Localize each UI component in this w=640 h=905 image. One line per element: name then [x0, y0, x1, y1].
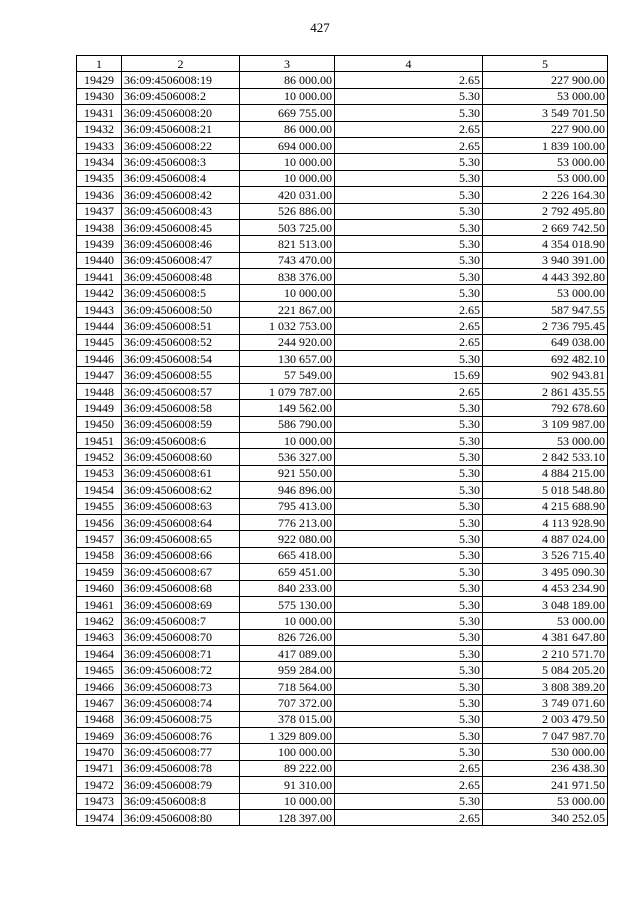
data-table	[76, 55, 608, 826]
table-cell-col3: 244 920.00	[240, 334, 335, 350]
table-cell-col2: 36:09:4506008:8	[122, 793, 240, 809]
table-cell-col4: 2.65	[335, 72, 483, 88]
table-row	[77, 121, 608, 137]
table-cell-col3: 694 000.00	[240, 137, 335, 153]
table-cell-col2: 36:09:4506008:3	[122, 154, 240, 170]
table-cell-col2: 36:09:4506008:7	[122, 613, 240, 629]
table-cell-col3: 586 790.00	[240, 416, 335, 432]
table-cell-col3: 718 564.00	[240, 678, 335, 694]
table-cell-col2: 36:09:4506008:45	[122, 219, 240, 235]
table-cell-col2: 36:09:4506008:70	[122, 629, 240, 645]
table-cell-col4: 5.30	[335, 187, 483, 203]
table-cell-col2: 36:09:4506008:5	[122, 285, 240, 301]
table-row	[77, 88, 608, 104]
table-row	[77, 777, 608, 793]
table-cell-col3: 100 000.00	[240, 744, 335, 760]
table-cell-col4: 5.30	[335, 105, 483, 121]
table-cell-col1: 19438	[77, 219, 122, 235]
table-row	[77, 301, 608, 317]
table-row	[77, 498, 608, 514]
table-row	[77, 269, 608, 285]
table-cell-col4: 5.30	[335, 154, 483, 170]
table-cell-col2: 36:09:4506008:19	[122, 72, 240, 88]
table-cell-col5: 5 084 205.20	[483, 662, 608, 678]
table-row	[77, 564, 608, 580]
table-cell-col1: 19451	[77, 432, 122, 448]
table-cell-col3: 10 000.00	[240, 88, 335, 104]
table-cell-col2: 36:09:4506008:73	[122, 678, 240, 694]
table-row	[77, 613, 608, 629]
table-row	[77, 187, 608, 203]
table-cell-col5: 4 381 647.80	[483, 629, 608, 645]
table-cell-col2: 36:09:4506008:55	[122, 367, 240, 383]
table-row	[77, 449, 608, 465]
table-cell-col3: 86 000.00	[240, 121, 335, 137]
table-cell-col2: 36:09:4506008:57	[122, 383, 240, 399]
table-cell-col4: 2.65	[335, 137, 483, 153]
table-cell-col1: 19461	[77, 596, 122, 612]
table-cell-col5: 587 947.55	[483, 301, 608, 317]
table-cell-col5: 53 000.00	[483, 154, 608, 170]
table-cell-col1: 19459	[77, 564, 122, 580]
table-cell-col3: 378 015.00	[240, 711, 335, 727]
table-cell-col5: 4 443 392.80	[483, 269, 608, 285]
table-cell-col4: 5.30	[335, 793, 483, 809]
table-cell-col4: 5.30	[335, 678, 483, 694]
table-row	[77, 137, 608, 153]
table-cell-col2: 36:09:4506008:4	[122, 170, 240, 186]
table-cell-col5: 53 000.00	[483, 88, 608, 104]
table-row	[77, 465, 608, 481]
table-cell-col4: 5.30	[335, 465, 483, 481]
table-cell-col1: 19434	[77, 154, 122, 170]
table-cell-col2: 36:09:4506008:65	[122, 531, 240, 547]
table-cell-col5: 3 526 715.40	[483, 547, 608, 563]
table-cell-col3: 57 549.00	[240, 367, 335, 383]
table-cell-col5: 2 669 742.50	[483, 219, 608, 235]
table-cell-col5: 227 900.00	[483, 72, 608, 88]
table-cell-col1: 19433	[77, 137, 122, 153]
table-cell-col2: 36:09:4506008:60	[122, 449, 240, 465]
table-row	[77, 695, 608, 711]
table-cell-col2: 36:09:4506008:6	[122, 432, 240, 448]
table-cell-col1: 19435	[77, 170, 122, 186]
table-cell-col3: 776 213.00	[240, 514, 335, 530]
table-cell-col1: 19444	[77, 318, 122, 334]
table-cell-col3: 921 550.00	[240, 465, 335, 481]
table-cell-col3: 821 513.00	[240, 236, 335, 252]
table-cell-col4: 5.30	[335, 482, 483, 498]
table-cell-col3: 10 000.00	[240, 170, 335, 186]
table-cell-col3: 89 222.00	[240, 760, 335, 776]
column-header-4: 4	[335, 56, 483, 72]
table-cell-col3: 10 000.00	[240, 154, 335, 170]
table-row	[77, 580, 608, 596]
table-cell-col5: 53 000.00	[483, 432, 608, 448]
table-cell-col5: 241 971.50	[483, 777, 608, 793]
table-cell-col1: 19466	[77, 678, 122, 694]
table-cell-col5: 7 047 987.70	[483, 728, 608, 744]
table-cell-col2: 36:09:4506008:61	[122, 465, 240, 481]
table-cell-col3: 959 284.00	[240, 662, 335, 678]
table-cell-col1: 19436	[77, 187, 122, 203]
table-cell-col4: 5.30	[335, 432, 483, 448]
table-cell-col4: 2.65	[335, 777, 483, 793]
table-row	[77, 334, 608, 350]
table-cell-col4: 2.65	[335, 760, 483, 776]
table-cell-col2: 36:09:4506008:80	[122, 809, 240, 825]
table-cell-col1: 19470	[77, 744, 122, 760]
table-cell-col1: 19472	[77, 777, 122, 793]
table-cell-col2: 36:09:4506008:67	[122, 564, 240, 580]
table-cell-col3: 149 562.00	[240, 400, 335, 416]
table-cell-col5: 4 884 215.00	[483, 465, 608, 481]
table-cell-col5: 340 252.05	[483, 809, 608, 825]
table-cell-col4: 5.30	[335, 236, 483, 252]
table-cell-col3: 795 413.00	[240, 498, 335, 514]
table-row	[77, 547, 608, 563]
table-cell-col5: 2 003 479.50	[483, 711, 608, 727]
table-row	[77, 514, 608, 530]
table-cell-col3: 840 233.00	[240, 580, 335, 596]
column-header-3: 3	[240, 56, 335, 72]
table-cell-col2: 36:09:4506008:66	[122, 547, 240, 563]
table-row	[77, 367, 608, 383]
table-cell-col5: 3 940 391.00	[483, 252, 608, 268]
table-cell-col4: 5.30	[335, 547, 483, 563]
table-cell-col2: 36:09:4506008:62	[122, 482, 240, 498]
table-cell-col2: 36:09:4506008:74	[122, 695, 240, 711]
table-cell-col2: 36:09:4506008:20	[122, 105, 240, 121]
table-cell-col1: 19462	[77, 613, 122, 629]
table-cell-col3: 420 031.00	[240, 187, 335, 203]
table-cell-col2: 36:09:4506008:72	[122, 662, 240, 678]
table-cell-col5: 5 018 548.80	[483, 482, 608, 498]
table-cell-col5: 4 113 928.90	[483, 514, 608, 530]
table-cell-col4: 5.30	[335, 580, 483, 596]
table-cell-col5: 792 678.60	[483, 400, 608, 416]
table-cell-col3: 128 397.00	[240, 809, 335, 825]
table-cell-col5: 3 495 090.30	[483, 564, 608, 580]
table-cell-col1: 19443	[77, 301, 122, 317]
table-row	[77, 236, 608, 252]
table-cell-col4: 5.30	[335, 219, 483, 235]
table-row	[77, 105, 608, 121]
table-cell-col1: 19445	[77, 334, 122, 350]
table-row	[77, 596, 608, 612]
table-cell-col1: 19468	[77, 711, 122, 727]
table-cell-col4: 2.65	[335, 121, 483, 137]
table-cell-col5: 53 000.00	[483, 285, 608, 301]
table-cell-col4: 5.30	[335, 596, 483, 612]
table-cell-col5: 2 210 571.70	[483, 646, 608, 662]
table-cell-col2: 36:09:4506008:78	[122, 760, 240, 776]
table-cell-col1: 19431	[77, 105, 122, 121]
table-cell-col1: 19471	[77, 760, 122, 776]
table-row	[77, 482, 608, 498]
table-cell-col1: 19464	[77, 646, 122, 662]
table-cell-col5: 4 354 018.90	[483, 236, 608, 252]
table-cell-col4: 5.30	[335, 285, 483, 301]
table-cell-col4: 5.30	[335, 744, 483, 760]
table-cell-col3: 130 657.00	[240, 351, 335, 367]
table-cell-col4: 5.30	[335, 400, 483, 416]
table-cell-col3: 1 329 809.00	[240, 728, 335, 744]
table-cell-col2: 36:09:4506008:63	[122, 498, 240, 514]
table-cell-col3: 1 079 787.00	[240, 383, 335, 399]
table-cell-col4: 5.30	[335, 203, 483, 219]
table-row	[77, 662, 608, 678]
table-cell-col3: 417 089.00	[240, 646, 335, 662]
table-cell-col3: 10 000.00	[240, 432, 335, 448]
table-cell-col1: 19439	[77, 236, 122, 252]
table-cell-col4: 5.30	[335, 514, 483, 530]
table-row	[77, 351, 608, 367]
table-row	[77, 203, 608, 219]
table-cell-col2: 36:09:4506008:69	[122, 596, 240, 612]
table-cell-col4: 2.65	[335, 301, 483, 317]
table-cell-col3: 659 451.00	[240, 564, 335, 580]
table-cell-col1: 19457	[77, 531, 122, 547]
table-row	[77, 416, 608, 432]
table-cell-col4: 2.65	[335, 318, 483, 334]
table-cell-col3: 707 372.00	[240, 695, 335, 711]
table-cell-col2: 36:09:4506008:76	[122, 728, 240, 744]
table-cell-col2: 36:09:4506008:77	[122, 744, 240, 760]
table-cell-col1: 19463	[77, 629, 122, 645]
table-cell-col1: 19460	[77, 580, 122, 596]
table-cell-col3: 526 886.00	[240, 203, 335, 219]
table-cell-col5: 649 038.00	[483, 334, 608, 350]
table-cell-col3: 86 000.00	[240, 72, 335, 88]
table-row	[77, 793, 608, 809]
table-cell-col1: 19440	[77, 252, 122, 268]
table-cell-col5: 53 000.00	[483, 613, 608, 629]
table-cell-col2: 36:09:4506008:43	[122, 203, 240, 219]
table-cell-col3: 536 327.00	[240, 449, 335, 465]
table-cell-col1: 19467	[77, 695, 122, 711]
table-cell-col5: 2 842 533.10	[483, 449, 608, 465]
table-cell-col5: 2 736 795.45	[483, 318, 608, 334]
table-cell-col4: 5.30	[335, 662, 483, 678]
table-cell-col1: 19448	[77, 383, 122, 399]
table-cell-col2: 36:09:4506008:59	[122, 416, 240, 432]
table-cell-col2: 36:09:4506008:22	[122, 137, 240, 153]
table-cell-col2: 36:09:4506008:54	[122, 351, 240, 367]
table-cell-col5: 2 861 435.55	[483, 383, 608, 399]
table-cell-col4: 5.30	[335, 711, 483, 727]
table-cell-col4: 5.30	[335, 252, 483, 268]
table-cell-col4: 5.30	[335, 629, 483, 645]
table-body	[77, 72, 608, 826]
page-number: 427	[310, 20, 330, 35]
table-cell-col4: 5.30	[335, 416, 483, 432]
table-cell-col1: 19454	[77, 482, 122, 498]
table-row	[77, 629, 608, 645]
table-cell-col4: 5.30	[335, 88, 483, 104]
table-cell-col4: 2.65	[335, 383, 483, 399]
table-cell-col3: 1 032 753.00	[240, 318, 335, 334]
table-cell-col1: 19458	[77, 547, 122, 563]
table-cell-col5: 53 000.00	[483, 170, 608, 186]
table-cell-col5: 227 900.00	[483, 121, 608, 137]
table-cell-col3: 503 725.00	[240, 219, 335, 235]
table-cell-col2: 36:09:4506008:58	[122, 400, 240, 416]
table-cell-col2: 36:09:4506008:52	[122, 334, 240, 350]
table-cell-col1: 19474	[77, 809, 122, 825]
table-row	[77, 678, 608, 694]
table-cell-col2: 36:09:4506008:47	[122, 252, 240, 268]
table-cell-col1: 19456	[77, 514, 122, 530]
table-row	[77, 760, 608, 776]
table-cell-col1: 19465	[77, 662, 122, 678]
table-cell-col1: 19429	[77, 72, 122, 88]
table-cell-col4: 5.30	[335, 170, 483, 186]
table-cell-col5: 3 549 701.50	[483, 105, 608, 121]
table-cell-col2: 36:09:4506008:42	[122, 187, 240, 203]
table-cell-col3: 575 130.00	[240, 596, 335, 612]
table-row	[77, 400, 608, 416]
table-cell-col5: 4 887 024.00	[483, 531, 608, 547]
table-cell-col1: 19452	[77, 449, 122, 465]
table-cell-col4: 5.30	[335, 449, 483, 465]
table-cell-col4: 5.30	[335, 613, 483, 629]
table-cell-col4: 5.30	[335, 564, 483, 580]
table-row	[77, 219, 608, 235]
table-cell-col2: 36:09:4506008:48	[122, 269, 240, 285]
table-row	[77, 170, 608, 186]
table-row	[77, 531, 608, 547]
table-cell-col5: 530 000.00	[483, 744, 608, 760]
table-cell-col1: 19453	[77, 465, 122, 481]
table-cell-col3: 221 867.00	[240, 301, 335, 317]
table-row	[77, 809, 608, 825]
table-cell-col1: 19437	[77, 203, 122, 219]
table-cell-col1: 19442	[77, 285, 122, 301]
table-cell-col5: 1 839 100.00	[483, 137, 608, 153]
table-cell-col4: 15.69	[335, 367, 483, 383]
table-cell-col1: 19447	[77, 367, 122, 383]
table-cell-col1: 19473	[77, 793, 122, 809]
table-row	[77, 154, 608, 170]
column-header-5: 5	[483, 56, 608, 72]
table-cell-col1: 19450	[77, 416, 122, 432]
table-row	[77, 432, 608, 448]
table-cell-col1: 19441	[77, 269, 122, 285]
table-cell-col4: 5.30	[335, 728, 483, 744]
table-row	[77, 318, 608, 334]
table-cell-col2: 36:09:4506008:21	[122, 121, 240, 137]
table-cell-col5: 236 438.30	[483, 760, 608, 776]
table-cell-col1: 19430	[77, 88, 122, 104]
table-cell-col2: 36:09:4506008:50	[122, 301, 240, 317]
table-cell-col2: 36:09:4506008:51	[122, 318, 240, 334]
table-cell-col2: 36:09:4506008:46	[122, 236, 240, 252]
table-cell-col4: 5.30	[335, 531, 483, 547]
table-cell-col4: 5.30	[335, 498, 483, 514]
table-cell-col3: 826 726.00	[240, 629, 335, 645]
table-cell-col5: 2 792 495.80	[483, 203, 608, 219]
table-cell-col3: 743 470.00	[240, 252, 335, 268]
table-cell-col4: 5.30	[335, 351, 483, 367]
table-cell-col2: 36:09:4506008:79	[122, 777, 240, 793]
table-row	[77, 285, 608, 301]
table-cell-col1: 19446	[77, 351, 122, 367]
table-cell-col5: 902 943.81	[483, 367, 608, 383]
table-cell-col5: 4 215 688.90	[483, 498, 608, 514]
table-cell-col5: 3 048 189.00	[483, 596, 608, 612]
table-cell-col1: 19455	[77, 498, 122, 514]
header-row	[77, 56, 608, 72]
table-row	[77, 646, 608, 662]
table-cell-col1: 19449	[77, 400, 122, 416]
table-cell-col5: 3 808 389.20	[483, 678, 608, 694]
table-row	[77, 383, 608, 399]
table-cell-col5: 53 000.00	[483, 793, 608, 809]
table-row	[77, 744, 608, 760]
table-cell-col3: 10 000.00	[240, 285, 335, 301]
table-cell-col5: 3 109 987.00	[483, 416, 608, 432]
table-cell-col3: 838 376.00	[240, 269, 335, 285]
table-cell-col3: 669 755.00	[240, 105, 335, 121]
table-row	[77, 728, 608, 744]
table-cell-col2: 36:09:4506008:71	[122, 646, 240, 662]
table-cell-col3: 946 896.00	[240, 482, 335, 498]
table-cell-col2: 36:09:4506008:75	[122, 711, 240, 727]
table-cell-col4: 5.30	[335, 646, 483, 662]
table-row	[77, 711, 608, 727]
table-cell-col2: 36:09:4506008:68	[122, 580, 240, 596]
table-row	[77, 72, 608, 88]
table-cell-col2: 36:09:4506008:2	[122, 88, 240, 104]
column-header-1: 1	[77, 56, 122, 72]
table-cell-col3: 91 310.00	[240, 777, 335, 793]
table-cell-col4: 5.30	[335, 695, 483, 711]
table-cell-col3: 10 000.00	[240, 793, 335, 809]
table-cell-col1: 19432	[77, 121, 122, 137]
table-cell-col3: 10 000.00	[240, 613, 335, 629]
table-cell-col4: 2.65	[335, 809, 483, 825]
table-cell-col5: 2 226 164.30	[483, 187, 608, 203]
table-cell-col4: 5.30	[335, 269, 483, 285]
table-cell-col5: 4 453 234.90	[483, 580, 608, 596]
table-cell-col3: 922 080.00	[240, 531, 335, 547]
table-cell-col5: 692 482.10	[483, 351, 608, 367]
table-row	[77, 252, 608, 268]
table-cell-col5: 3 749 071.60	[483, 695, 608, 711]
table-cell-col1: 19469	[77, 728, 122, 744]
table-cell-col2: 36:09:4506008:64	[122, 514, 240, 530]
table-cell-col3: 665 418.00	[240, 547, 335, 563]
table-cell-col4: 2.65	[335, 334, 483, 350]
column-header-2: 2	[122, 56, 240, 72]
